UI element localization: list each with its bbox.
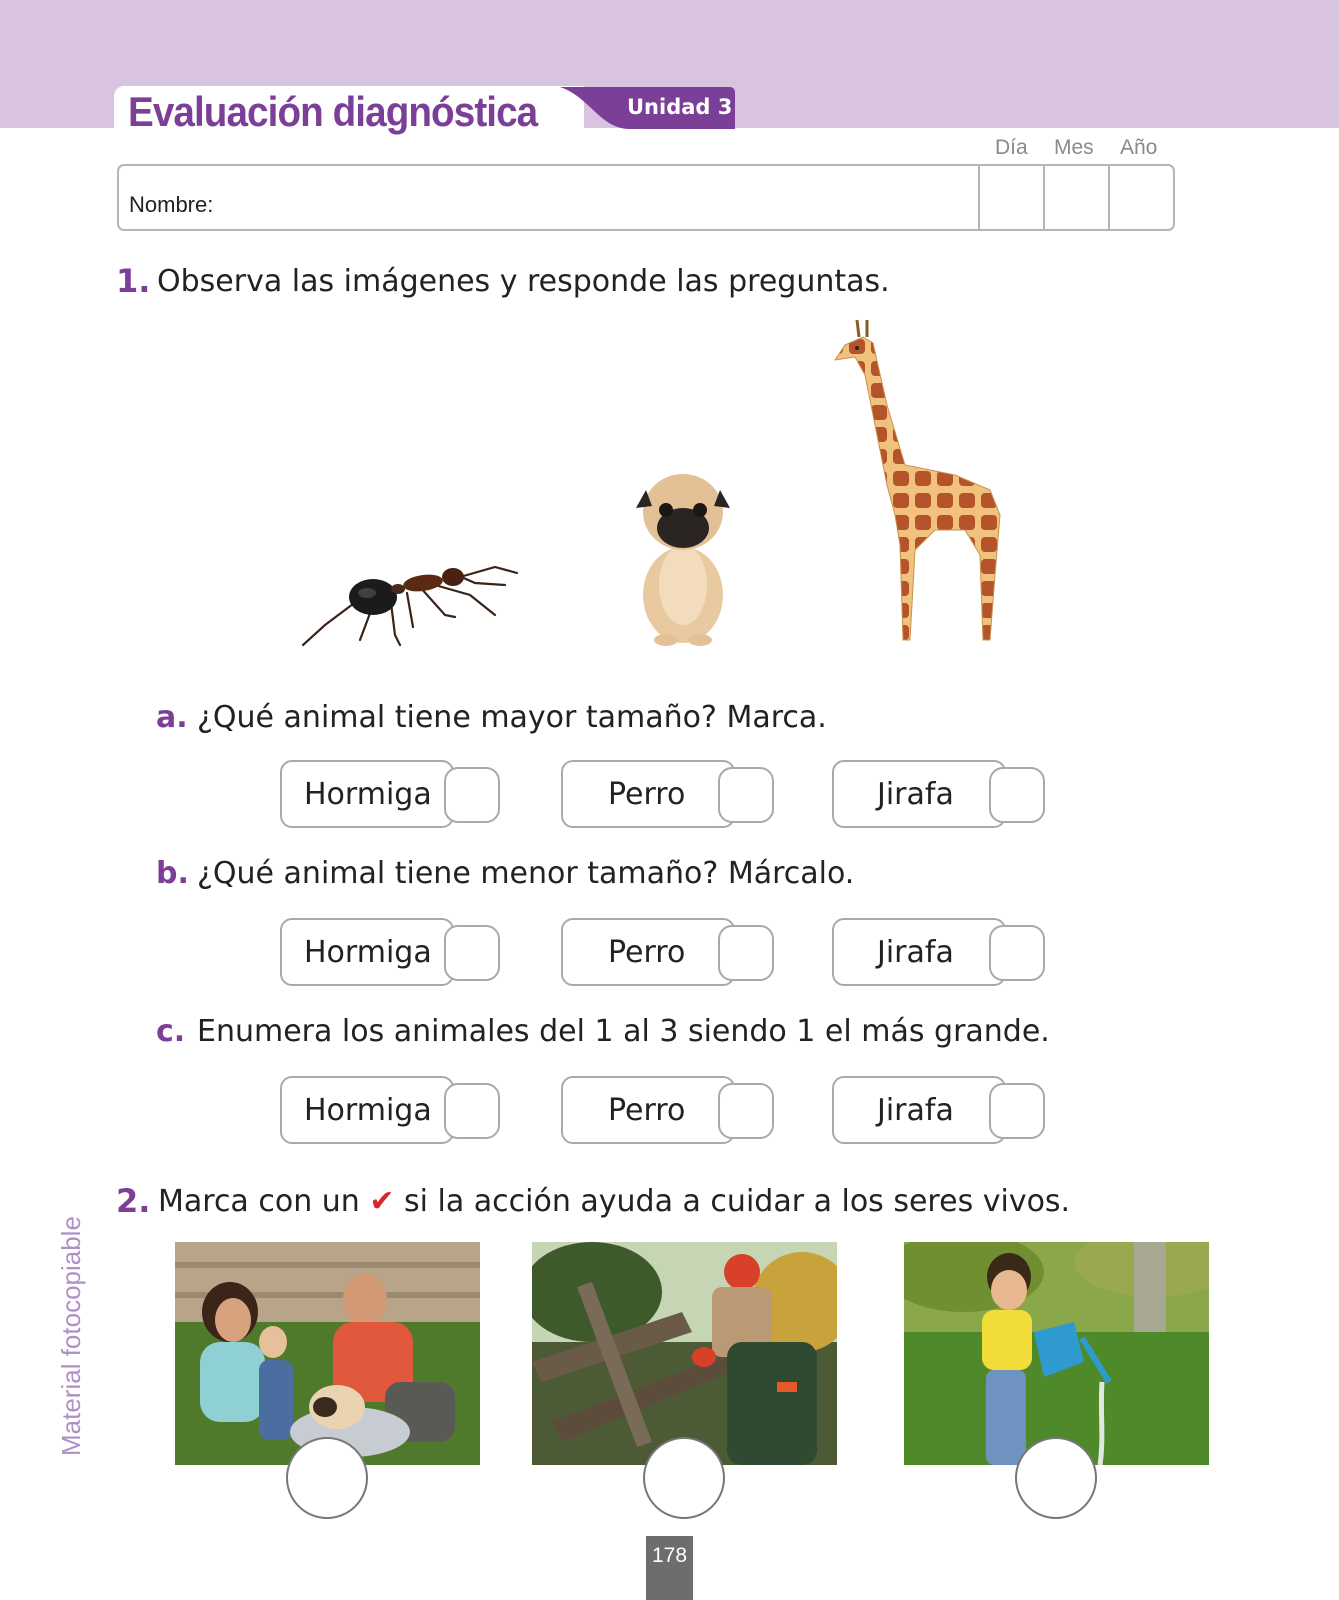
giraffe-image: [825, 315, 1025, 655]
question-2-number: 2.: [116, 1182, 151, 1220]
unit-label: Unidad 3: [627, 95, 733, 119]
q1c-perro-number-box[interactable]: [718, 1083, 774, 1139]
child-watering-plant-photo: [904, 1242, 1209, 1465]
question-1c-text: Enumera los animales del 1 al 3 siendo 1 el más grande.: [197, 1014, 1050, 1049]
q1b-hormiga-checkbox[interactable]: [444, 925, 500, 981]
question-2-text-after: si la acción ayuda a cuidar a los seres vivos.: [404, 1184, 1071, 1219]
checkmark-icon: ✔: [369, 1184, 395, 1219]
name-label: Nombre:: [129, 192, 214, 217]
q1c-option-hormiga[interactable]: [280, 1076, 502, 1144]
q1a-jirafa-checkbox[interactable]: [989, 767, 1045, 823]
ant-image: [295, 555, 525, 655]
option-label: Jirafa: [877, 777, 954, 812]
q1a-option-perro[interactable]: [561, 760, 776, 828]
question-2-text: [158, 1184, 1070, 1219]
question-1a-letter: a.: [156, 700, 188, 735]
question-1c-letter: c.: [156, 1014, 186, 1049]
year-label: Año: [1120, 136, 1158, 159]
question-1a-text: ¿Qué animal tiene mayor tamaño? Marca.: [197, 700, 827, 735]
page-title: Evaluación diagnóstica: [128, 88, 538, 135]
question-2-text-before: Marca con un: [158, 1184, 360, 1219]
question-1b-text: ¿Qué animal tiene menor tamaño? Márcalo.: [197, 856, 855, 891]
q1b-option-perro[interactable]: [561, 918, 776, 986]
option-label: Jirafa: [877, 935, 954, 970]
q1c-hormiga-number-box[interactable]: [444, 1083, 500, 1139]
q1a-perro-checkbox[interactable]: [718, 767, 774, 823]
person-cutting-tree-photo: [532, 1242, 837, 1465]
family-bathing-dog-answer-circle[interactable]: [286, 1437, 368, 1519]
option-label: Hormiga: [304, 935, 432, 970]
child-watering-plant-answer-circle[interactable]: [1015, 1437, 1097, 1519]
option-label: Jirafa: [877, 1093, 954, 1128]
person-cutting-tree-answer-circle[interactable]: [643, 1437, 725, 1519]
option-label: Perro: [608, 935, 686, 970]
option-label: Hormiga: [304, 1093, 432, 1128]
q1a-option-jirafa[interactable]: [832, 760, 1047, 828]
option-label: Perro: [608, 1093, 686, 1128]
question-1b-letter: b.: [156, 856, 189, 891]
q1c-option-perro[interactable]: [561, 1076, 776, 1144]
side-note: Material fotocopiable: [56, 1216, 86, 1456]
q1b-option-jirafa[interactable]: [832, 918, 1047, 986]
day-field[interactable]: [980, 165, 1043, 230]
pug-dog-image: [628, 470, 738, 650]
month-label: Mes: [1054, 136, 1094, 159]
question-1-number: 1.: [116, 262, 151, 300]
day-label: Día: [995, 136, 1028, 159]
q1a-hormiga-checkbox[interactable]: [444, 767, 500, 823]
q1b-option-hormiga[interactable]: [280, 918, 502, 986]
family-bathing-dog-photo: [175, 1242, 480, 1465]
q1b-perro-checkbox[interactable]: [718, 925, 774, 981]
option-label: Perro: [608, 777, 686, 812]
q1c-option-jirafa[interactable]: [832, 1076, 1047, 1144]
q1c-jirafa-number-box[interactable]: [989, 1083, 1045, 1139]
q1b-jirafa-checkbox[interactable]: [989, 925, 1045, 981]
option-label: Hormiga: [304, 777, 432, 812]
question-1-text: Observa las imágenes y responde las preguntas.: [157, 264, 890, 299]
q1a-option-hormiga[interactable]: [280, 760, 502, 828]
page-number: 178: [646, 1536, 693, 1600]
year-field[interactable]: [1110, 165, 1173, 230]
month-field[interactable]: [1045, 165, 1108, 230]
